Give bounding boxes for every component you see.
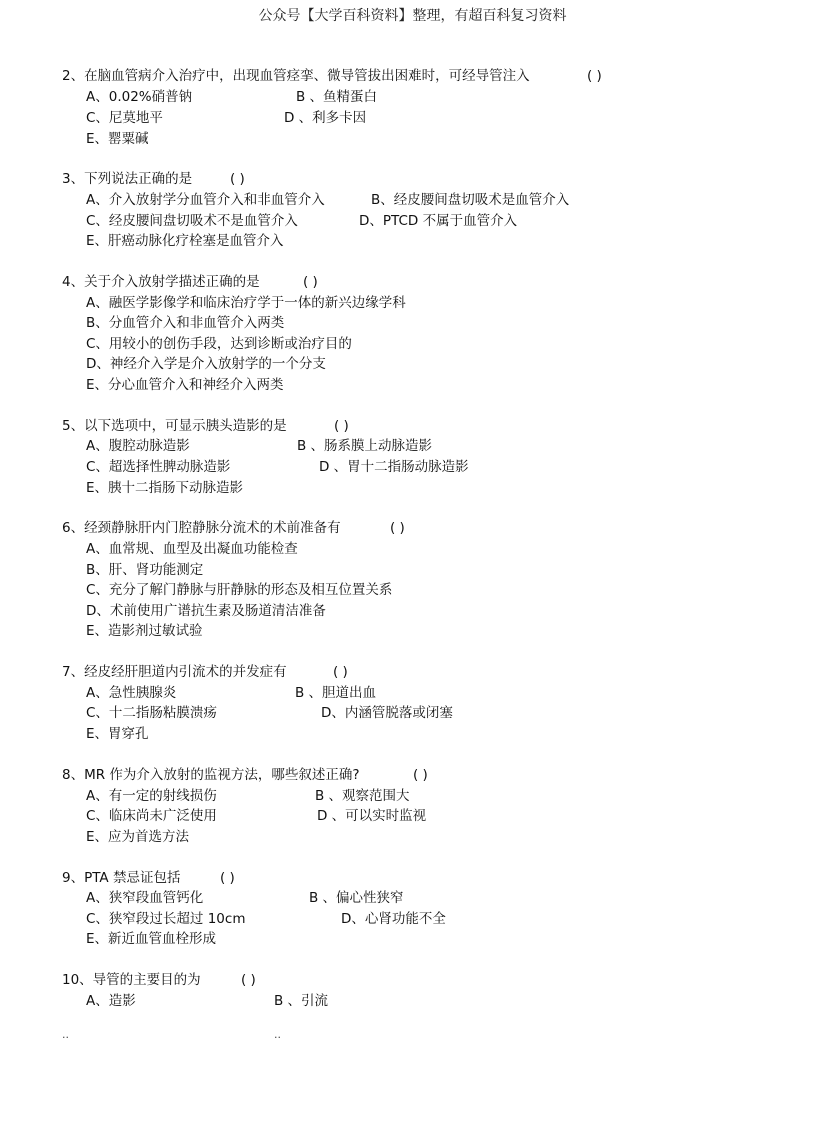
option: E、应为首选方法 — [86, 829, 190, 845]
answer-paren: ( ) — [241, 972, 256, 988]
option: A、介入放射学分血管介入和非血管介入 — [86, 192, 325, 208]
option: C、临床尚未广泛使用 — [86, 808, 217, 824]
question-stem: 3、下列说法正确的是 — [62, 171, 193, 187]
option: D、心肾功能不全 — [341, 911, 446, 927]
option: E、罂粟碱 — [86, 131, 149, 147]
option: D 、胃十二指肠动脉造影 — [319, 459, 469, 475]
option: E、胰十二指肠下动脉造影 — [86, 480, 244, 496]
option: A、0.02%硝普钠 — [86, 89, 193, 105]
question-stem: 8、MR 作为介入放射的监视方法，哪些叙述正确? — [62, 767, 360, 783]
answer-paren: ( ) — [390, 520, 405, 536]
answer-paren: ( ) — [413, 767, 428, 783]
option: B 、肠系膜上动脉造影 — [297, 438, 433, 454]
question-stem: 6、经颈静脉肝内门腔静脉分流术的术前准备有 — [62, 520, 341, 536]
option: D、术前使用广谱抗生素及肠道清洁准备 — [86, 603, 326, 619]
option: C、尼莫地平 — [86, 110, 163, 126]
answer-paren: ( ) — [230, 171, 245, 187]
answer-paren: ( ) — [587, 68, 602, 84]
option: A、造影 — [86, 993, 136, 1009]
option: B、经皮腰间盘切吸术是血管介入 — [371, 192, 570, 208]
question-stem: 5、以下选项中，可显示胰头造影的是 — [62, 418, 287, 434]
option: A、血常规、血型及出凝血功能检查 — [86, 541, 298, 557]
option: C、充分了解门静脉与肝静脉的形态及相互位置关系 — [86, 582, 393, 598]
page-header: 公众号【大学百科资料】整理，有超百科复习资料 — [258, 8, 567, 24]
question-stem: 9、PTA 禁忌证包括 — [62, 870, 181, 886]
option: C、十二指肠粘膜溃疡 — [86, 705, 217, 721]
option: D、神经介入学是介入放射学的一个分支 — [86, 356, 326, 372]
option: B 、胆道出血 — [295, 685, 377, 701]
option: B 、偏心性狭窄 — [309, 890, 404, 906]
option: D、内涵管脱落或闭塞 — [321, 705, 453, 721]
question-stem: 10、导管的主要目的为 — [62, 972, 201, 988]
option: C、狭窄段过长超过 10cm — [86, 911, 246, 927]
answer-paren: ( ) — [220, 870, 235, 886]
option: E、新近血管血栓形成 — [86, 931, 217, 947]
option: B 、观察范围大 — [315, 788, 410, 804]
option: A、急性胰腺炎 — [86, 685, 177, 701]
option: B 、鱼精蛋白 — [296, 89, 378, 105]
option: A、有一定的射线损伤 — [86, 788, 217, 804]
option: E、肝癌动脉化疗栓塞是血管介入 — [86, 233, 284, 249]
footer-mark: .. — [62, 1028, 69, 1041]
option: D、PTCD 不属于血管介入 — [359, 213, 518, 229]
answer-paren: ( ) — [333, 664, 348, 680]
option: E、分心血管介入和神经介入两类 — [86, 377, 284, 393]
footer-mark: .. — [274, 1028, 281, 1041]
answer-paren: ( ) — [334, 418, 349, 434]
option: C、经皮腰间盘切吸术不是血管介入 — [86, 213, 298, 229]
option: E、胃穿孔 — [86, 726, 149, 742]
option: B、分血管介入和非血管介入两类 — [86, 315, 285, 331]
option: B、肝、肾功能测定 — [86, 562, 204, 578]
option: A、融医学影像学和临床治疗学于一体的新兴边缘学科 — [86, 295, 406, 311]
question-stem: 4、关于介入放射学描述正确的是 — [62, 274, 260, 290]
answer-paren: ( ) — [303, 274, 318, 290]
option: A、狭窄段血管钙化 — [86, 890, 204, 906]
question-stem: 7、经皮经肝胆道内引流术的并发症有 — [62, 664, 287, 680]
option: C、用较小的创伤手段，达到诊断或治疗目的 — [86, 336, 352, 352]
option: D 、可以实时监视 — [317, 808, 427, 824]
option: E、造影剂过敏试验 — [86, 623, 203, 639]
option: C、超选择性脾动脉造影 — [86, 459, 231, 475]
option: B 、引流 — [274, 993, 329, 1009]
option: A、腹腔动脉造影 — [86, 438, 190, 454]
question-stem: 2、在脑血管病介入治疗中，出现血管痉挛、微导管拔出困难时，可经导管注入 — [62, 68, 530, 84]
option: D 、利多卡因 — [284, 110, 367, 126]
